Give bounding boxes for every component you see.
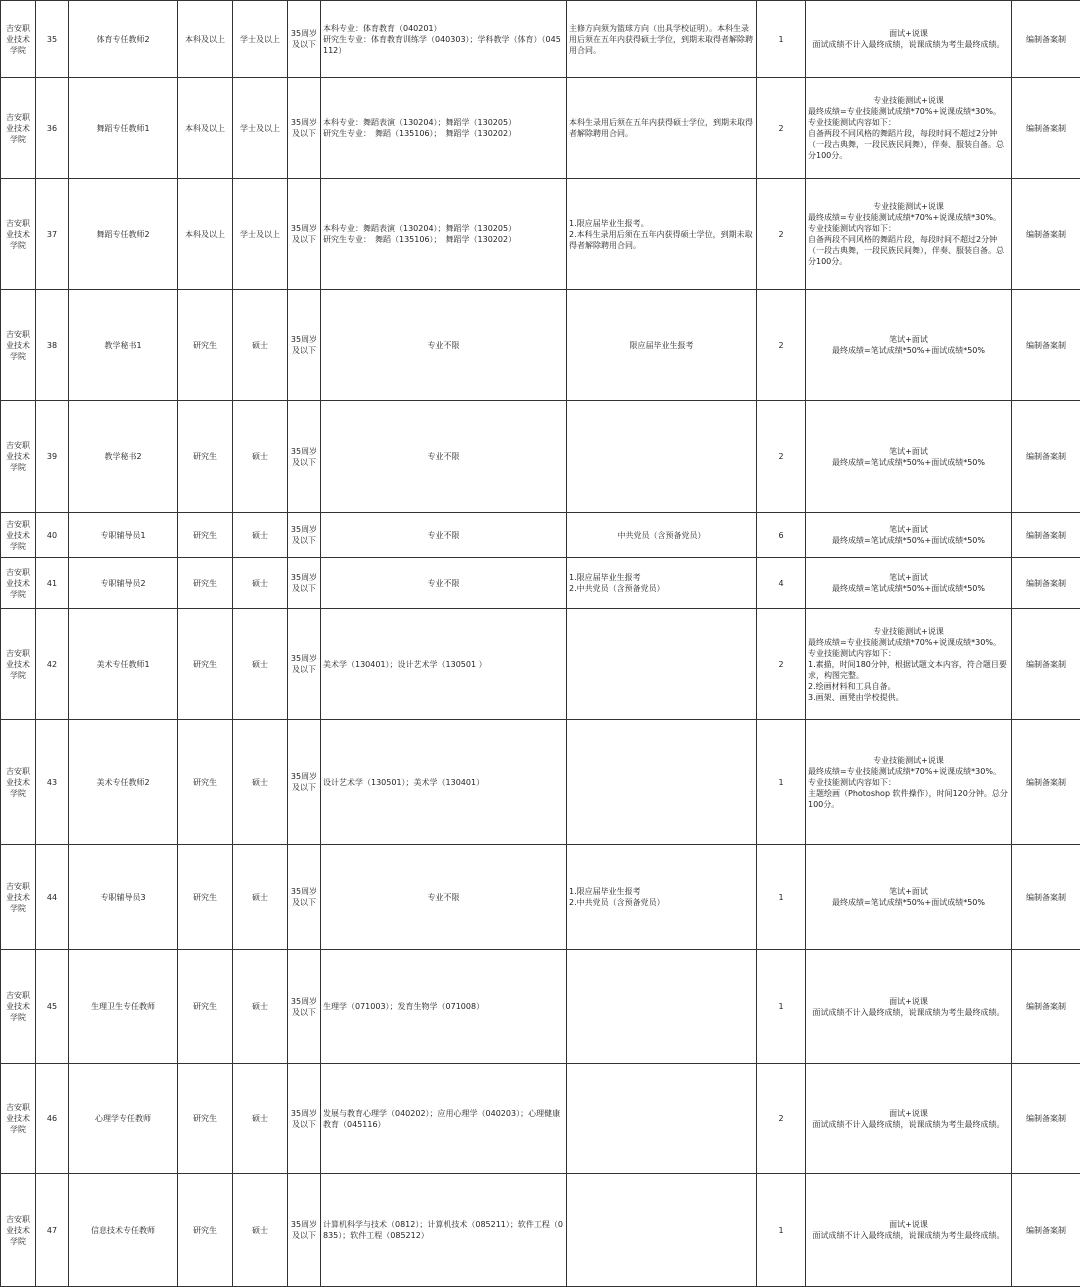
major-requirement-cell: 本科专业：舞蹈表演（130204）；舞蹈学（130205） 研究生专业： 舞蹈（135106）； 舞蹈学（130202） <box>321 179 567 290</box>
education-cell: 本科及以上 <box>178 78 233 179</box>
exam-method-detail: 最终成绩=专业技能测试成绩*70%+说课成绩*30%。 专业技能测试内容如下： 1.素描，时间180分钟，根据试题文本内容，符合题目要求，构图完整。 2.绘画材料和工具自备。 3.画架、画凳由学校提供。 <box>808 637 1007 702</box>
exam-method-detail: 最终成绩=笔试成绩*50%+面试成绩*50% <box>832 898 985 907</box>
exam-method-title: 笔试+面试 <box>889 525 928 534</box>
exam-method-cell <box>806 558 1012 609</box>
position-number-cell: 36 <box>36 78 69 179</box>
age-cell: 35周岁及以下 <box>288 290 321 401</box>
age-cell: 35周岁及以下 <box>288 1174 321 1287</box>
staffing-type-cell: 编制备案制 <box>1012 401 1080 513</box>
education-cell: 研究生 <box>178 513 233 558</box>
exam-method-title: 笔试+面试 <box>889 887 928 896</box>
hiring-unit-cell: 吉安职业技术学院 <box>1 513 36 558</box>
position-name-cell: 舞蹈专任教师2 <box>69 179 178 290</box>
position-name-cell: 专职辅导员1 <box>69 513 178 558</box>
major-requirement-cell: 专业不限 <box>321 558 567 609</box>
age-cell: 35周岁及以下 <box>288 845 321 950</box>
position-number-cell: 45 <box>36 950 69 1064</box>
education-cell: 研究生 <box>178 401 233 513</box>
exam-method-detail: 面试成绩不计入最终成绩，说课成绩为考生最终成绩。 <box>812 40 1005 49</box>
exam-method-cell <box>806 513 1012 558</box>
hiring-count-cell: 2 <box>757 1064 806 1174</box>
position-name-cell: 体育专任教师2 <box>69 1 178 78</box>
exam-method-detail: 最终成绩=专业技能测试成绩*70%+说课成绩*30%。 专业技能测试内容如下： 主题绘画（Photoshop 软件操作），时间120分钟。总分100分。 <box>808 766 1008 809</box>
staffing-type-cell: 编制备案制 <box>1012 78 1080 179</box>
education-cell: 研究生 <box>178 1174 233 1287</box>
major-requirement-cell: 发展与教育心理学（040202）；应用心理学（040203）；心理健康教育（045116） <box>321 1064 567 1174</box>
position-name-cell: 舞蹈专任教师1 <box>69 78 178 179</box>
position-number-cell: 37 <box>36 179 69 290</box>
education-cell: 研究生 <box>178 558 233 609</box>
hiring-unit-cell: 吉安职业技术学院 <box>1 609 36 720</box>
hiring-count-cell: 2 <box>757 401 806 513</box>
other-condition-cell: 主修方向须为篮球方向（出具学校证明）。本科生录用后须在五年内获得硕士学位，到期未取得者解除聘用合同。 <box>567 1 757 78</box>
exam-method-title: 笔试+面试 <box>889 573 928 582</box>
position-number-cell: 44 <box>36 845 69 950</box>
exam-method-detail: 面试成绩不计入最终成绩，说课成绩为考生最终成绩。 <box>812 1119 1005 1129</box>
exam-method-cell <box>806 1174 1012 1287</box>
position-number-cell: 35 <box>36 1 69 78</box>
major-requirement-cell: 专业不限 <box>321 401 567 513</box>
position-name-cell: 生理卫生专任教师 <box>69 950 178 1064</box>
degree-cell: 学士及以上 <box>233 78 288 179</box>
hiring-unit-cell: 吉安职业技术学院 <box>1 1 36 78</box>
age-cell: 35周岁及以下 <box>288 78 321 179</box>
degree-cell: 硕士 <box>233 845 288 950</box>
position-number-cell: 39 <box>36 401 69 513</box>
exam-method-cell <box>806 290 1012 401</box>
hiring-count-cell: 2 <box>757 78 806 179</box>
other-condition-cell: 1.限应届毕业生报考 2.中共党员（含预备党员） <box>567 558 757 609</box>
exam-method-cell <box>806 720 1012 845</box>
exam-method-detail: 最终成绩=笔试成绩*50%+面试成绩*50% <box>832 536 985 545</box>
exam-method-title: 笔试+面试 <box>889 335 928 344</box>
age-cell: 35周岁及以下 <box>288 179 321 290</box>
hiring-count-cell: 1 <box>757 1174 806 1287</box>
exam-method-detail: 面试成绩不计入最终成绩，说课成绩为考生最终成绩。 <box>812 1231 1005 1240</box>
degree-cell: 硕士 <box>233 1174 288 1287</box>
degree-cell: 学士及以上 <box>233 179 288 290</box>
education-cell: 研究生 <box>178 1064 233 1174</box>
major-requirement-cell: 生理学（071003）；发育生物学（071008） <box>321 950 567 1064</box>
other-condition-cell <box>567 401 757 513</box>
exam-method-title: 面试+说课 <box>889 1220 928 1229</box>
hiring-count-cell: 1 <box>757 1 806 78</box>
staffing-type-cell: 编制备案制 <box>1012 1 1080 78</box>
other-condition-cell <box>567 1174 757 1287</box>
staffing-type-cell: 编制备案制 <box>1012 1064 1080 1174</box>
hiring-count-cell: 6 <box>757 513 806 558</box>
exam-method-cell <box>806 609 1012 720</box>
major-requirement-cell: 专业不限 <box>321 845 567 950</box>
exam-method-cell <box>806 179 1012 290</box>
age-cell: 35周岁及以下 <box>288 1064 321 1174</box>
major-requirement-cell: 设计艺术学（130501）；美术学（130401） <box>321 720 567 845</box>
degree-cell: 硕士 <box>233 1064 288 1174</box>
position-name-cell: 美术专任教师1 <box>69 609 178 720</box>
hiring-unit-cell: 吉安职业技术学院 <box>1 1064 36 1174</box>
position-number-cell: 46 <box>36 1064 69 1174</box>
exam-method-detail: 最终成绩=笔试成绩*50%+面试成绩*50% <box>832 346 985 355</box>
degree-cell: 硕士 <box>233 290 288 401</box>
exam-method-title: 面试+说课 <box>889 29 928 38</box>
staffing-type-cell: 编制备案制 <box>1012 950 1080 1064</box>
table-row <box>1 1174 1080 1287</box>
table-row <box>1 290 1080 401</box>
major-requirement-cell: 美术学（130401）；设计艺术学（130501 ） <box>321 609 567 720</box>
hiring-count-cell: 2 <box>757 179 806 290</box>
table-row <box>1 558 1080 609</box>
other-condition-cell: 1.限应届毕业生报考。 2.本科生录用后须在五年内获得硕士学位，到期未取得者解除聘用合同。 <box>567 179 757 290</box>
exam-method-title: 面试+说课 <box>889 996 928 1006</box>
hiring-unit-cell: 吉安职业技术学院 <box>1 950 36 1064</box>
exam-method-detail: 最终成绩=专业技能测试成绩*70%+说课成绩*30%。 专业技能测试内容如下： 自备两段不同风格的舞蹈片段，每段时间不超过2分钟（一段古典舞，一段民族民间舞），伴奏、服装自备。总分100分。 <box>808 213 1004 266</box>
position-number-cell: 41 <box>36 558 69 609</box>
hiring-unit-cell: 吉安职业技术学院 <box>1 1174 36 1287</box>
degree-cell: 硕士 <box>233 720 288 845</box>
degree-cell: 学士及以上 <box>233 1 288 78</box>
hiring-unit-cell: 吉安职业技术学院 <box>1 845 36 950</box>
position-name-cell: 美术专任教师2 <box>69 720 178 845</box>
staffing-type-cell: 编制备案制 <box>1012 609 1080 720</box>
exam-method-title: 面试+说课 <box>889 1108 928 1118</box>
exam-method-cell <box>806 950 1012 1064</box>
age-cell: 35周岁及以下 <box>288 513 321 558</box>
other-condition-cell: 本科生录用后须在五年内获得硕士学位，到期未取得者解除聘用合同。 <box>567 78 757 179</box>
other-condition-cell: 1.限应届毕业生报考 2.中共党员（含预备党员） <box>567 845 757 950</box>
other-condition-cell: 限应届毕业生报考 <box>567 290 757 401</box>
age-cell: 35周岁及以下 <box>288 950 321 1064</box>
major-requirement-cell: 本科专业：舞蹈表演（130204）；舞蹈学（130205） 研究生专业： 舞蹈（135106）； 舞蹈学（130202） <box>321 78 567 179</box>
hiring-unit-cell: 吉安职业技术学院 <box>1 558 36 609</box>
staffing-type-cell: 编制备案制 <box>1012 845 1080 950</box>
position-number-cell: 40 <box>36 513 69 558</box>
position-number-cell: 43 <box>36 720 69 845</box>
table-row <box>1 609 1080 720</box>
hiring-count-cell: 1 <box>757 720 806 845</box>
exam-method-title: 专业技能测试+说课 <box>873 755 944 765</box>
other-condition-cell: 中共党员（含预备党员） <box>567 513 757 558</box>
position-name-cell: 教学秘书2 <box>69 401 178 513</box>
age-cell: 35周岁及以下 <box>288 1 321 78</box>
age-cell: 35周岁及以下 <box>288 558 321 609</box>
education-cell: 研究生 <box>178 845 233 950</box>
other-condition-cell <box>567 1064 757 1174</box>
staffing-type-cell: 编制备案制 <box>1012 558 1080 609</box>
age-cell: 35周岁及以下 <box>288 720 321 845</box>
position-number-cell: 42 <box>36 609 69 720</box>
age-cell: 35周岁及以下 <box>288 609 321 720</box>
exam-method-detail: 最终成绩=笔试成绩*50%+面试成绩*50% <box>832 584 985 593</box>
degree-cell: 硕士 <box>233 401 288 513</box>
table-row <box>1 179 1080 290</box>
degree-cell: 硕士 <box>233 558 288 609</box>
exam-method-detail: 最终成绩=专业技能测试成绩*70%+说课成绩*30%。 专业技能测试内容如下： 自备两段不同风格的舞蹈片段，每段时间不超过2分钟（一段古典舞，一段民族民间舞），伴奏、服装自备。总分100分。 <box>808 107 1004 160</box>
hiring-unit-cell: 吉安职业技术学院 <box>1 290 36 401</box>
major-requirement-cell: 本科专业：体育教育（040201） 研究生专业：体育教育训练学（040303）；学科教学（体育）（045112） <box>321 1 567 78</box>
staffing-type-cell: 编制备案制 <box>1012 720 1080 845</box>
degree-cell: 硕士 <box>233 950 288 1064</box>
position-name-cell: 教学秘书1 <box>69 290 178 401</box>
position-number-cell: 47 <box>36 1174 69 1287</box>
degree-cell: 硕士 <box>233 609 288 720</box>
exam-method-cell <box>806 401 1012 513</box>
table-row <box>1 720 1080 845</box>
education-cell: 本科及以上 <box>178 179 233 290</box>
position-name-cell: 专职辅导员2 <box>69 558 178 609</box>
major-requirement-cell: 计算机科学与技术（0812）；计算机技术（085211）；软件工程（0835）；软件工程（085212） <box>321 1174 567 1287</box>
exam-method-detail: 最终成绩=笔试成绩*50%+面试成绩*50% <box>832 457 985 467</box>
education-cell: 研究生 <box>178 950 233 1064</box>
other-condition-cell <box>567 609 757 720</box>
staffing-type-cell: 编制备案制 <box>1012 1174 1080 1287</box>
exam-method-cell <box>806 1 1012 78</box>
exam-method-cell <box>806 845 1012 950</box>
staffing-type-cell: 编制备案制 <box>1012 290 1080 401</box>
position-name-cell: 心理学专任教师 <box>69 1064 178 1174</box>
hiring-count-cell: 1 <box>757 845 806 950</box>
table-row <box>1 78 1080 179</box>
staffing-type-cell: 编制备案制 <box>1012 179 1080 290</box>
age-cell: 35周岁及以下 <box>288 401 321 513</box>
table-row <box>1 1 1080 78</box>
other-condition-cell <box>567 950 757 1064</box>
table-row <box>1 845 1080 950</box>
education-cell: 研究生 <box>178 609 233 720</box>
hiring-unit-cell: 吉安职业技术学院 <box>1 401 36 513</box>
hiring-count-cell: 4 <box>757 558 806 609</box>
position-name-cell: 专职辅导员3 <box>69 845 178 950</box>
other-condition-cell <box>567 720 757 845</box>
exam-method-title: 专业技能测试+说课 <box>873 626 944 636</box>
education-cell: 研究生 <box>178 290 233 401</box>
exam-method-cell <box>806 78 1012 179</box>
staffing-type-cell: 编制备案制 <box>1012 513 1080 558</box>
exam-method-cell <box>806 1064 1012 1174</box>
major-requirement-cell: 专业不限 <box>321 290 567 401</box>
hiring-unit-cell: 吉安职业技术学院 <box>1 179 36 290</box>
exam-method-title: 专业技能测试+说课 <box>873 96 944 105</box>
exam-method-title: 笔试+面试 <box>889 446 928 456</box>
major-requirement-cell: 专业不限 <box>321 513 567 558</box>
hiring-count-cell: 2 <box>757 609 806 720</box>
position-name-cell: 信息技术专任教师 <box>69 1174 178 1287</box>
table-row <box>1 1064 1080 1174</box>
education-cell: 研究生 <box>178 720 233 845</box>
table-row <box>1 950 1080 1064</box>
table-row <box>1 401 1080 513</box>
hiring-unit-cell: 吉安职业技术学院 <box>1 78 36 179</box>
hiring-count-cell: 2 <box>757 290 806 401</box>
degree-cell: 硕士 <box>233 513 288 558</box>
table-row <box>1 513 1080 558</box>
exam-method-detail: 面试成绩不计入最终成绩，说课成绩为考生最终成绩。 <box>812 1007 1005 1017</box>
education-cell: 本科及以上 <box>178 1 233 78</box>
hiring-unit-cell: 吉安职业技术学院 <box>1 720 36 845</box>
hiring-count-cell: 1 <box>757 950 806 1064</box>
exam-method-title: 专业技能测试+说课 <box>873 202 944 211</box>
position-number-cell: 38 <box>36 290 69 401</box>
